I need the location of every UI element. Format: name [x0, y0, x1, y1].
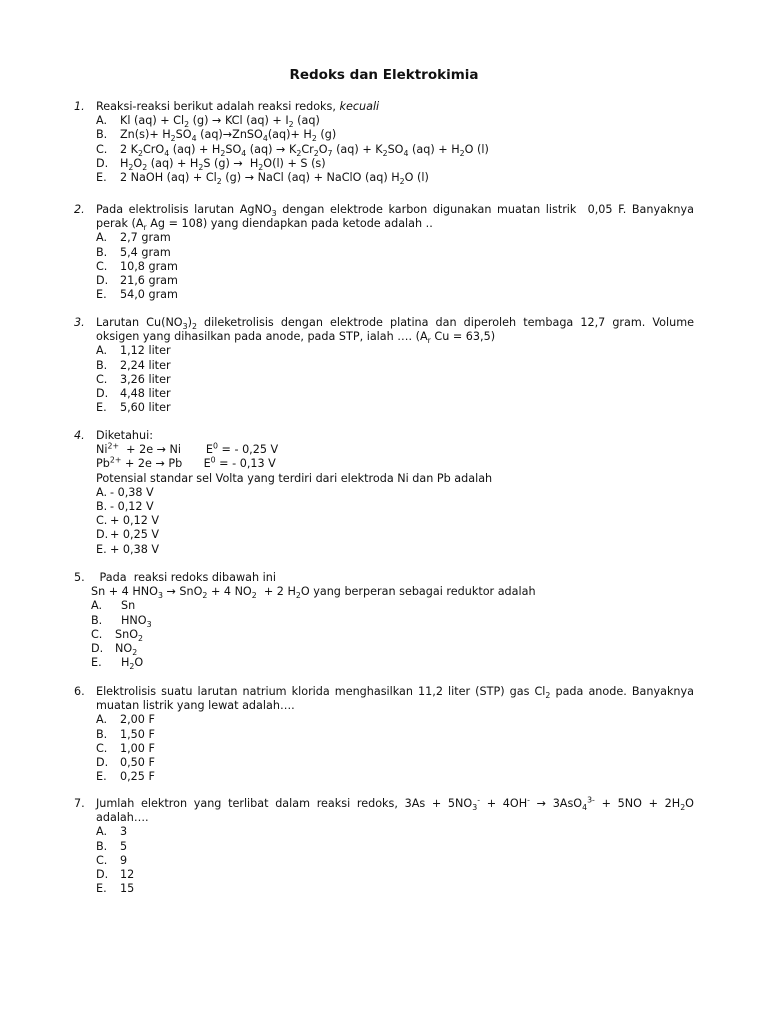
- option-letter: C.: [96, 853, 108, 867]
- question-2: [74, 203, 694, 302]
- question-stem: Pada elektrolisis larutan AgNO$_3$ dengan elektrode karbon digunakan muatan listrik 0,05 F. Banyaknya perak ($A_r$ Ag = 108) yang diendapkan pada ketode adalah ..: [96, 203, 694, 233]
- option-text: SnO$_2$: [115, 627, 143, 644]
- option-letter: C.: [96, 259, 108, 273]
- option-text: 12: [120, 868, 135, 882]
- option-letter: B.: [96, 128, 108, 142]
- question-number: 5.: [74, 571, 85, 584]
- question-stem: Larutan $Cu(NO_3)_2$ dileketrolisis dengan elektrode platina dan diperoleh tembaga 12,7 gram. Volume oksigen yang dihasilkan pada anode, pada STP, ialah …. ($A_r$ Cu = 63,5): [96, 316, 694, 346]
- option-letter: E.: [96, 171, 107, 185]
- option-c[interactable]: [91, 628, 694, 642]
- option-letter: D.: [96, 528, 109, 542]
- option-letter: B.: [96, 358, 108, 372]
- option-b[interactable]: [91, 614, 694, 628]
- option-e[interactable]: [96, 770, 694, 784]
- question-number: 3.: [74, 316, 85, 329]
- option-e[interactable]: [96, 288, 694, 302]
- half-reaction-pb: $Pb^{2+} + 2e \to Pb$ $E^0$ = - 0,13 V: [96, 455, 276, 471]
- option-text: $NO_2$: [115, 642, 138, 658]
- question-stem: Potensial standar sel Volta yang terdiri dari elektroda Ni dan Pb adalah: [96, 471, 493, 485]
- option-d[interactable]: [96, 157, 694, 171]
- option-letter: E.: [96, 882, 107, 896]
- question-number: 7.: [74, 797, 85, 810]
- option-text: 1,12 liter: [120, 344, 171, 358]
- option-text: $H_2O$: [121, 656, 144, 672]
- option-text: 9: [120, 853, 128, 867]
- question-number: 4.: [74, 429, 85, 442]
- option-text: Sn: [121, 599, 136, 613]
- option-c[interactable]: [96, 260, 694, 274]
- option-text: - 0,12 V: [110, 500, 154, 514]
- option-letter: A.: [96, 114, 108, 128]
- option-letter: B.: [96, 245, 108, 259]
- option-text: + 0,38 V: [110, 542, 160, 556]
- reaction-equation: Sn + 4 $HNO_3 \to SnO_2 + 4$ $NO_2 + 2$ $H_2O$ yang berperan sebagai reduktor adalah: [91, 585, 536, 601]
- option-letter: D.: [91, 642, 104, 656]
- question-6: [74, 685, 694, 784]
- option-text: 5,4 gram: [120, 245, 171, 259]
- option-text: $Zn(s)+ H_2SO_4$ (aq)→ZnSO$_4$(aq)+ $H_2$ (g): [120, 128, 337, 144]
- option-text: + 0,25 V: [110, 528, 160, 542]
- question-stem: Elektrolisis suatu larutan natrium klorida menghasilkan 11,2 liter (STP) gas $Cl_2$ pada anode. Banyaknya muatan listrik yang lewat adalah….: [96, 685, 694, 713]
- question-7: [74, 797, 694, 896]
- option-letter: B.: [91, 613, 103, 627]
- option-text: $H_2O_2$ $(aq) + H_2S$ $(g) \to H_2O(l) + S$ (s): [120, 156, 326, 173]
- option-letter: D.: [96, 868, 109, 882]
- question-3: [74, 316, 694, 415]
- option-letter: E.: [96, 770, 107, 784]
- option-letter: E.: [91, 656, 102, 670]
- option-letter: A.: [96, 825, 108, 839]
- option-text: 0,25 F: [120, 770, 155, 784]
- option-letter: C.: [96, 372, 108, 386]
- option-a[interactable]: [96, 713, 694, 727]
- question-5: [74, 571, 694, 670]
- option-letter: E.: [96, 288, 107, 302]
- option-letter: C.: [96, 741, 108, 755]
- option-letter: A.: [96, 485, 108, 499]
- option-e[interactable]: [91, 656, 694, 670]
- option-c[interactable]: [96, 514, 694, 528]
- option-text: 2 $K_2CrO_4$ $(aq) + H_2SO_4$ $(aq) \to K_2Cr_2O_7$ $(aq) + K_2SO_4$ $(aq) + H_2O$ (l): [120, 142, 489, 158]
- option-text: 1,50 F: [120, 727, 155, 741]
- option-c[interactable]: [96, 854, 694, 868]
- option-d[interactable]: [91, 642, 694, 656]
- option-d[interactable]: [96, 387, 694, 401]
- option-b[interactable]: [96, 840, 694, 854]
- question-stem: Reaksi-reaksi berikut adalah reaksi redoks, kecuali: [96, 100, 380, 113]
- option-letter: E.: [96, 401, 107, 415]
- question-number: 1.: [74, 100, 85, 113]
- option-b[interactable]: [96, 500, 694, 514]
- option-e[interactable]: [96, 171, 694, 185]
- option-text: + 0,12 V: [110, 514, 160, 528]
- option-c[interactable]: [96, 742, 694, 756]
- option-letter: C.: [96, 142, 108, 156]
- option-text: $HNO_3$: [121, 613, 152, 629]
- option-d[interactable]: [96, 868, 694, 882]
- option-letter: D.: [96, 156, 109, 170]
- option-text: 21,6 gram: [120, 274, 178, 288]
- option-text: 54,0 gram: [120, 288, 178, 302]
- option-e[interactable]: [96, 882, 694, 896]
- question-stem: Jumlah elektron yang terlibat dalam reaksi redoks, $3As + 5NO_3^- + 4OH^- \to 3AsO_4^{3-} + 5NO + 2H_2O$ adalah….: [96, 795, 694, 825]
- option-c[interactable]: [96, 143, 694, 157]
- option-letter: A.: [96, 713, 108, 727]
- option-a[interactable]: [96, 825, 694, 839]
- option-letter: D.: [96, 756, 109, 770]
- option-letter: D.: [96, 387, 109, 401]
- option-a[interactable]: [91, 599, 694, 613]
- option-text: Kl $(aq) + Cl_2$ (g) → KCl $(aq) + I_2$ (aq): [120, 114, 320, 130]
- option-text: 15: [120, 882, 135, 896]
- option-d[interactable]: [96, 756, 694, 770]
- option-b[interactable]: [96, 359, 694, 373]
- option-e[interactable]: [96, 543, 694, 557]
- option-text: 10,8 gram: [120, 259, 178, 273]
- option-text: 3,26 liter: [120, 372, 171, 386]
- option-letter: B.: [96, 500, 108, 514]
- option-text: 5,60 liter: [120, 401, 171, 415]
- option-letter: D.: [96, 274, 109, 288]
- option-text: 3: [120, 825, 128, 839]
- option-text: 2,7 gram: [120, 231, 171, 245]
- option-e[interactable]: [96, 401, 694, 415]
- option-letter: B.: [96, 727, 108, 741]
- page-title: Redoks dan Elektrokimia: [289, 67, 479, 83]
- option-a[interactable]: [96, 486, 694, 500]
- option-b[interactable]: [96, 728, 694, 742]
- option-letter: C.: [91, 627, 103, 641]
- option-text: 5: [120, 839, 128, 853]
- half-reaction-ni: $Ni^{2+} + 2e \to Ni$ $E^0$ = - 0,25 V: [96, 441, 279, 457]
- option-b[interactable]: [96, 128, 694, 142]
- option-letter: E.: [96, 542, 107, 556]
- option-text: 4,48 liter: [120, 387, 171, 401]
- option-text: 2 NaOH $(aq) + Cl_2$ (g) → NaCl (aq) + NaClO (aq) $H_2O$ (l): [120, 171, 429, 187]
- question-stem: Pada reaksi redoks dibawah ini: [96, 571, 276, 584]
- option-a[interactable]: [96, 114, 694, 128]
- option-c[interactable]: [96, 373, 694, 387]
- option-d[interactable]: [96, 274, 694, 288]
- option-b[interactable]: [96, 246, 694, 260]
- option-text: - 0,38 V: [110, 485, 154, 499]
- option-letter: A.: [96, 344, 108, 358]
- option-text: 1,00 F: [120, 741, 155, 755]
- option-d[interactable]: [96, 528, 694, 542]
- option-a[interactable]: [96, 231, 694, 245]
- question-4: [74, 429, 694, 557]
- question-intro: Diketahui:: [96, 429, 153, 442]
- option-text: 2,00 F: [120, 713, 155, 727]
- option-letter: A.: [96, 231, 108, 245]
- question-1: [74, 100, 694, 185]
- option-letter: A.: [91, 599, 103, 613]
- option-letter: C.: [96, 514, 108, 528]
- option-text: 2,24 liter: [120, 358, 171, 372]
- option-text: 0,50 F: [120, 756, 155, 770]
- question-number: 2.: [74, 203, 85, 216]
- option-a[interactable]: [96, 344, 694, 358]
- option-letter: B.: [96, 839, 108, 853]
- question-number: 6.: [74, 685, 85, 698]
